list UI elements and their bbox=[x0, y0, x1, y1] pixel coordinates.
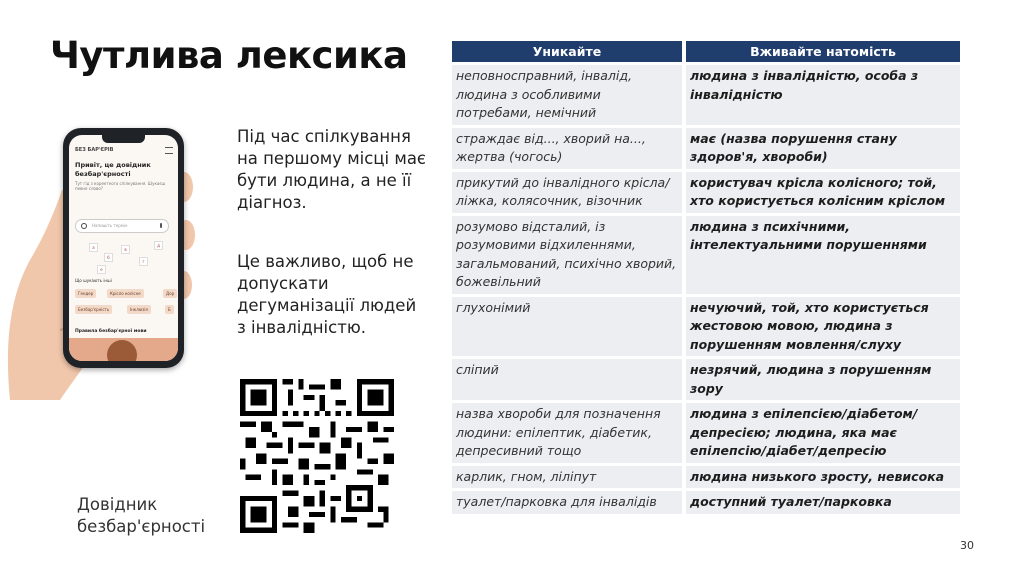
avoid-term: розумово відсталий, із розумовими відхиленнями, загальмований, психічно хворий, божевільний bbox=[452, 216, 682, 294]
header-use-instead: Вживайте натомість bbox=[686, 41, 960, 62]
tag-chip[interactable]: Гендер bbox=[75, 289, 96, 298]
slide-title: Чутлива лексика bbox=[50, 34, 408, 77]
tag-chip[interactable]: Безбар'єрність bbox=[75, 305, 112, 314]
search-placeholder: Напишіть термін bbox=[92, 223, 128, 228]
table-row bbox=[452, 466, 960, 489]
paragraph-dehumanization: Це важливо, щоб не допускати дегуманізації людей з інвалідністю. bbox=[237, 252, 417, 337]
search-input[interactable] bbox=[75, 219, 169, 233]
tags-label: Що шукають інші bbox=[75, 278, 112, 283]
paragraph-person-first: Під час спілкування на першому місці має бути людина, а не її діагноз. bbox=[237, 127, 426, 212]
app-greeting: Привіт, це довідник безбар'єрності bbox=[75, 161, 151, 178]
table-row bbox=[452, 216, 960, 294]
page-number: 30 bbox=[960, 539, 974, 552]
tag-chip[interactable]: Крісло колісне bbox=[107, 289, 144, 298]
tag-chip[interactable]: Б bbox=[165, 305, 174, 314]
rules-label: Правила безбар'єрної мови bbox=[75, 329, 147, 334]
table-row bbox=[452, 297, 960, 357]
use-term: людина з інвалідністю, особа з інвалідністю bbox=[686, 65, 960, 125]
app-subtitle: Тут гід з коректного спілкування. Шукаєш певне слово? bbox=[75, 181, 166, 191]
table-row bbox=[452, 491, 960, 514]
avoid-term: туалет/парковка для інвалідів bbox=[452, 491, 682, 514]
avoid-term: назва хвороби для позначення людини: епілептик, діабетик, депресивний тощо bbox=[452, 403, 682, 463]
avoid-term: неповносправний, інвалід, людина з особливими потребами, немічний bbox=[452, 65, 682, 125]
avoid-term: страждає від..., хворий на..., жертва (чогось) bbox=[452, 128, 682, 169]
header-avoid: Уникайте bbox=[452, 41, 682, 62]
app-brand: БЕЗ БАР'ЄРІВ bbox=[75, 147, 114, 153]
table-row bbox=[452, 172, 960, 213]
qr-code[interactable] bbox=[240, 379, 394, 533]
table-row bbox=[452, 359, 960, 400]
use-term: незрячий, людина з порушенням зору bbox=[686, 359, 960, 400]
phone-screen: БЕЗ БАР'ЄРІВ Привіт, це довідник безбар'єрності Тут гід з коректного спілкування. Шукаєш певне слово? Напишіть термін a б в г д е Що шукають інші Гендер Крісло колісне Дор Безбар'єрність Інклюзія Б Правила безбар'єрної мови bbox=[69, 135, 178, 361]
use-term: людина з психічними, інтелектуальними порушеннями bbox=[686, 216, 960, 294]
mic-icon[interactable] bbox=[160, 223, 162, 228]
avoid-term: карлик, гном, ліліпут bbox=[452, 466, 682, 489]
tag-chip[interactable]: Інклюзія bbox=[127, 305, 151, 314]
vocabulary-table bbox=[452, 41, 960, 514]
use-term: людина з епілепсією/діабетом/депресією; людина, яка має епілепсію/діабет/депресію bbox=[686, 403, 960, 463]
avoid-term: прикутий до інвалідного крісла/ліжка, колясочник, візочник bbox=[452, 172, 682, 213]
guide-caption: Довідник безбар'єрності bbox=[77, 495, 206, 536]
use-term: користувач крісла колісного; той, хто користується колісним кріслом bbox=[686, 172, 960, 213]
table-row bbox=[452, 128, 960, 169]
use-term: доступний туалет/парковка bbox=[686, 491, 960, 514]
table-header bbox=[452, 41, 960, 62]
table-row bbox=[452, 65, 960, 125]
tag-chip[interactable]: Дор bbox=[163, 289, 177, 298]
use-term: нечуючий, той, хто користується жестовою мовою, людина з порушенням мовлення/слуху bbox=[686, 297, 960, 357]
avoid-term: глухонімий bbox=[452, 297, 682, 357]
menu-icon[interactable] bbox=[165, 147, 173, 154]
phone-mockup bbox=[63, 128, 184, 368]
use-term: людина низького зросту, невисока bbox=[686, 466, 960, 489]
use-term: має (назва порушення стану здоров'я, хвороби) bbox=[686, 128, 960, 169]
table-row bbox=[452, 403, 960, 463]
search-icon bbox=[81, 223, 87, 229]
avoid-term: сліпий bbox=[452, 359, 682, 400]
